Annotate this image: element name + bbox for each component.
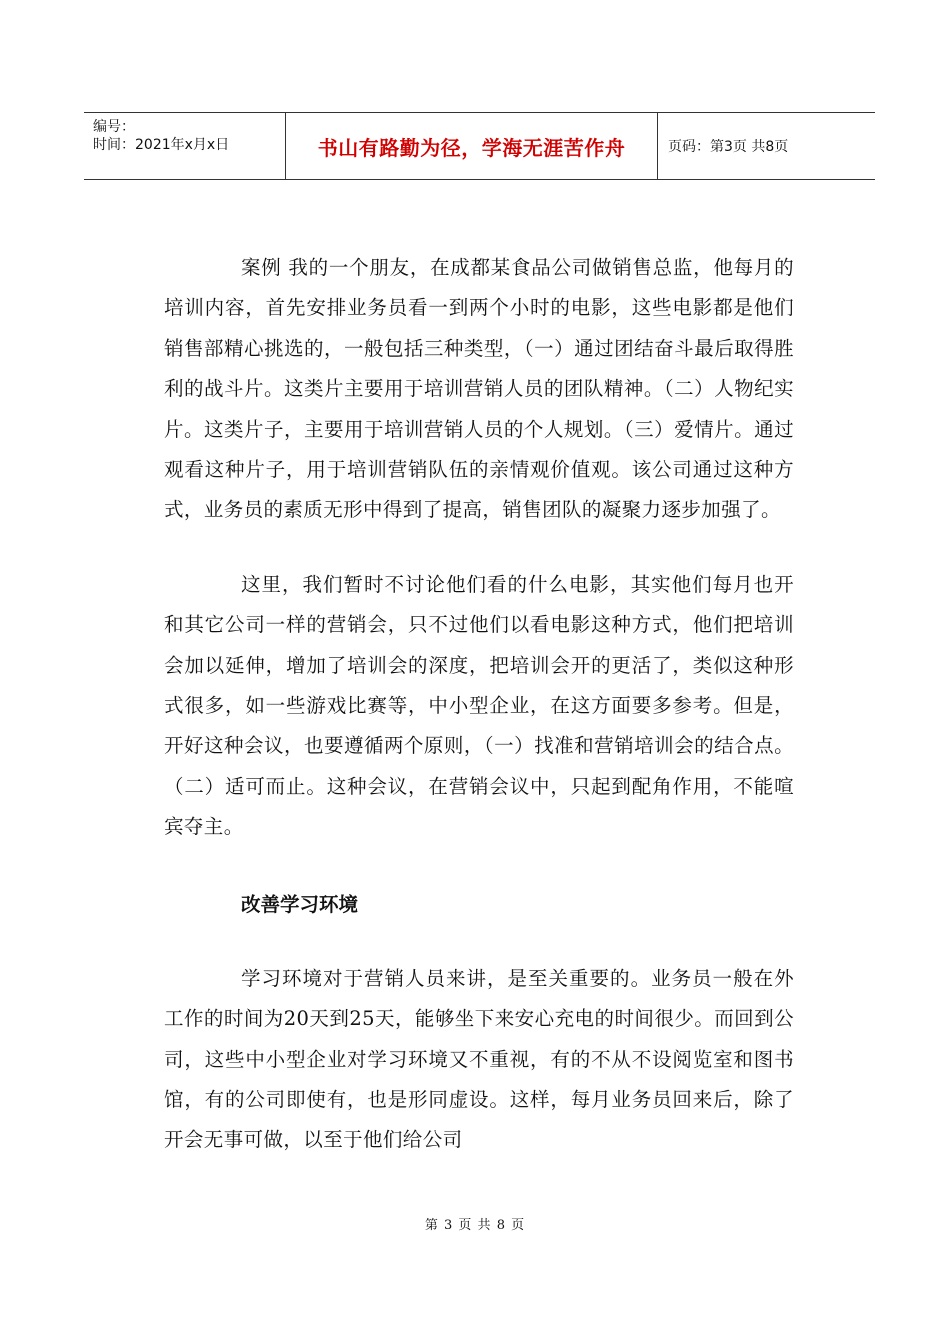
document-header — [84, 112, 875, 180]
document-time-label: 时间：2021年x月x日 — [93, 137, 230, 153]
document-body — [164, 248, 794, 1161]
paragraph-learning-environment: 学习环境对于营销人员来讲，是至关重要的。业务员一般在外工作的时间为20天到25天，能够坐下来安心充电的时间很少。而回到公司，这些中小型企业对学习环境又不重视，有的不从不设阅览室和图书馆，有的公司即使有，也是形同虚设。这样，每月业务员回来后，除了开会无事可做，以至于他们给公司 — [164, 966, 794, 1152]
header-meta-cell — [84, 113, 286, 179]
paragraph-case-study: 案例 我的一个朋友，在成都某食品公司做销售总监，他每月的培训内容，首先安排业务员看一到两个小时的电影，这些电影都是他们销售部精心挑选的，一般包括三种类型，（一）通过团结奋斗最后取得胜利的战斗片。这类片主要用于培训营销人员的团队精神。（二）人物纪实片。这类片子，主要用于培训营销人员的个人规划。（三）爱情片。通过观看这种片子，用于培训营销队伍的亲情观价值观。该公司通过这种方式，业务员的素质无形中得到了提高，销售团队的凝聚力逐步加强了。 — [164, 256, 794, 522]
header-page-info: 页码：第3页 共8页 — [668, 139, 789, 155]
document-number-label: 编号： — [93, 119, 135, 135]
header-motto: 书山有路勤为径，学海无涯苦作舟 — [286, 113, 658, 179]
section-heading: 改善学习环境 — [241, 892, 359, 916]
paragraph-discussion: 这里，我们暂时不讨论他们看的什么电影，其实他们每月也开和其它公司一样的营销会，只不过他们以看电影这种方式，他们把培训会加以延伸，增加了培训会的深度，把培训会开的更活了，类似这种形式很多，如一些游戏比赛等，中小型企业，在这方面要多参考。但是，开好这种会议，也要遵循两个原则，（一）找准和营销培训会的结合点。（二）适可而止。这种会议，在营销会议中，只起到配角作用，不能喧宾夺主。 — [164, 572, 794, 839]
page-footer: 第 3 页 共 8 页 — [424, 1218, 526, 1233]
